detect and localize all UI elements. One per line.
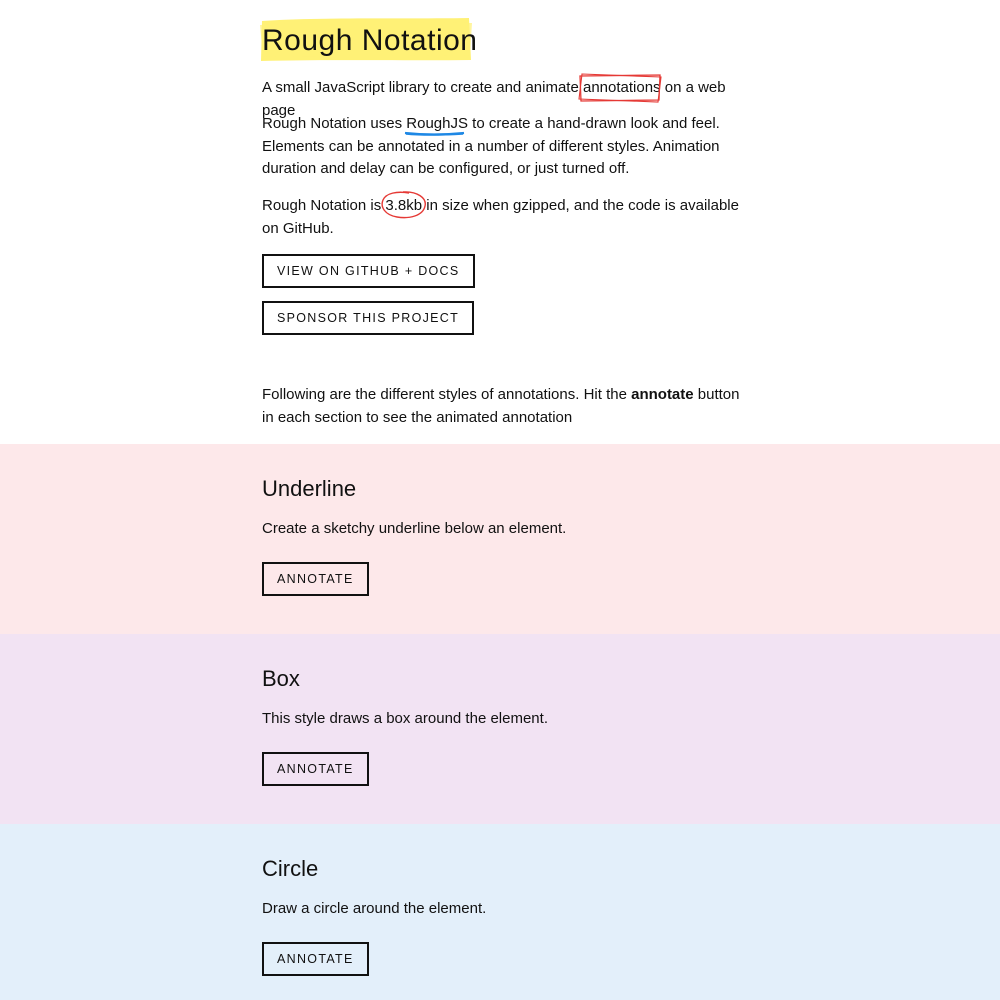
intro-description: Rough Notation uses RoughJS to create a hand-drawn look and feel. Elements can be annotated in a number of different styles. Animation duration and delay can be configured, or just turned off. [262, 115, 720, 177]
roughjs-link[interactable]: RoughJS [406, 113, 468, 136]
underline-section [0, 444, 1000, 634]
circle-section [0, 824, 1000, 1000]
page-title: Rough Notation [262, 24, 478, 57]
section-description: Draw a circle around the element. [262, 900, 487, 917]
github-docs-button[interactable]: VIEW ON GITHUB + DOCS [262, 254, 475, 288]
annotate-box-button[interactable]: ANNOTATE [262, 752, 369, 786]
section-title: Underline [262, 476, 357, 501]
intro-size: Rough Notation is 3.8kb in size when gzipped, and the code is available on GitHub. [262, 195, 742, 240]
section-description: This style draws a box around the element. [262, 710, 548, 727]
section-description: Create a sketchy underline below an element. [262, 520, 567, 537]
sponsor-button[interactable]: SPONSOR THIS PROJECT [262, 301, 474, 335]
size-value: 3.8kb [385, 195, 422, 218]
section-title: Box [262, 666, 300, 691]
annotate-circle-button[interactable]: ANNOTATE [262, 942, 369, 976]
intro-tagline: A small JavaScript library to create and animate annotations on a web page [262, 77, 742, 122]
annotate-underline-button[interactable]: ANNOTATE [262, 562, 369, 596]
box-section [0, 634, 1000, 824]
section-title: Circle [262, 856, 319, 881]
annotations-word: annotations [583, 77, 661, 100]
styles-intro: Following are the different styles of annotations. Hit the annotate button in each section to see the animated annotation [262, 386, 740, 426]
